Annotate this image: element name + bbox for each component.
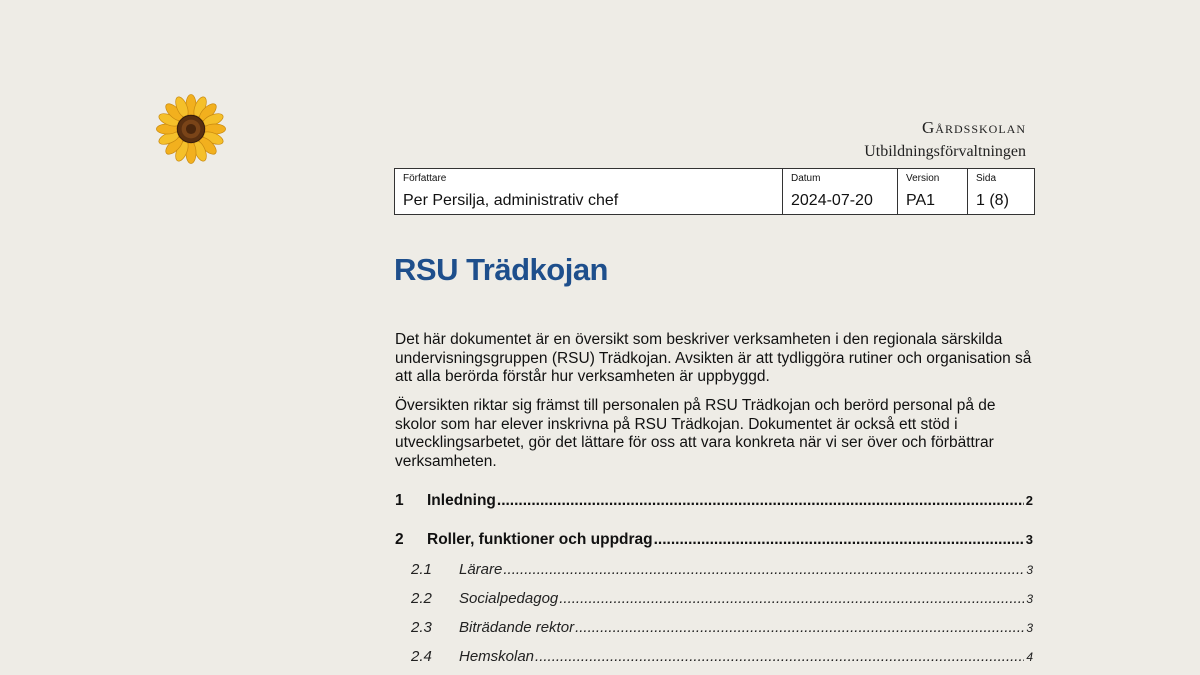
organization-header (864, 117, 1026, 163)
document-title: RSU Trädkojan (394, 252, 608, 287)
toc-page: 3 (1025, 532, 1033, 547)
meta-header-version: Version (898, 169, 968, 189)
toc-dot-leader (535, 648, 1024, 665)
toc-dot-leader (575, 619, 1024, 636)
organization-department: Utbildningsförvaltningen (864, 143, 1026, 160)
toc-page: 3 (1026, 592, 1033, 606)
toc-entry-bitradande-rektor[interactable] (411, 619, 1033, 636)
organization-name: Gårdsskolan (922, 118, 1026, 137)
toc-page: 3 (1026, 621, 1033, 635)
meta-value-row (395, 188, 1035, 215)
toc-label: Inledning (427, 492, 496, 509)
toc-page: 3 (1026, 563, 1033, 577)
meta-header-date: Datum (783, 169, 898, 189)
toc-dot-leader (503, 561, 1024, 578)
meta-version: PA1 (898, 188, 968, 215)
audience-paragraph: Översikten riktar sig främst till personalen på RSU Trädkojan och berörd personal på de skolor som har elever inskrivna på RSU Trädkojan. Dokumentet är också ett stöd i utvecklingsarbetet, gör det lättare för oss att vara konkreta när vi ser över och förbättrar verksamheten. (395, 397, 996, 470)
meta-header-page: Sida (968, 169, 1035, 189)
toc-label: Socialpedagog (459, 590, 559, 607)
intro-paragraph: Det här dokumentet är en översikt som beskriver verksamheten i den regionala särskilda undervisningsgruppen (RSU) Trädkojan. Avsikten är att tydliggöra rutiner och organisation så att alla berörda förstår hur verksamheten är uppbyggd. (395, 331, 1032, 385)
toc-entry-roller[interactable] (395, 531, 1033, 549)
toc-number: 2.1 (411, 561, 432, 578)
toc-number: 1 (395, 492, 404, 509)
toc-page: 2 (1025, 493, 1033, 508)
sunflower-logo-icon (155, 93, 227, 165)
document-meta-table (394, 168, 1035, 215)
toc-entry-larare[interactable] (411, 561, 1033, 578)
toc-entry-inledning[interactable] (395, 492, 1033, 510)
meta-page: 1 (8) (968, 188, 1035, 215)
toc-dot-leader (497, 492, 1024, 510)
toc-entry-hemskolan[interactable] (411, 648, 1033, 665)
toc-number: 2.2 (411, 590, 432, 607)
toc-number: 2.4 (411, 648, 432, 665)
meta-header-row (395, 169, 1035, 189)
meta-author: Per Persilja, administrativ chef (395, 188, 783, 215)
toc-entry-socialpedagog[interactable] (411, 590, 1033, 607)
toc-dot-leader (654, 531, 1024, 549)
meta-date: 2024-07-20 (783, 188, 898, 215)
toc-dot-leader (559, 590, 1024, 607)
toc-label: Hemskolan (459, 648, 535, 665)
toc-label: Roller, funktioner och uppdrag (427, 531, 653, 548)
toc-page: 4 (1026, 650, 1033, 664)
toc-number: 2.3 (411, 619, 432, 636)
toc-label: Lärare (459, 561, 503, 578)
meta-header-author: Författare (395, 169, 783, 189)
toc-label: Biträdande rektor (459, 619, 575, 636)
toc-number: 2 (395, 531, 404, 548)
